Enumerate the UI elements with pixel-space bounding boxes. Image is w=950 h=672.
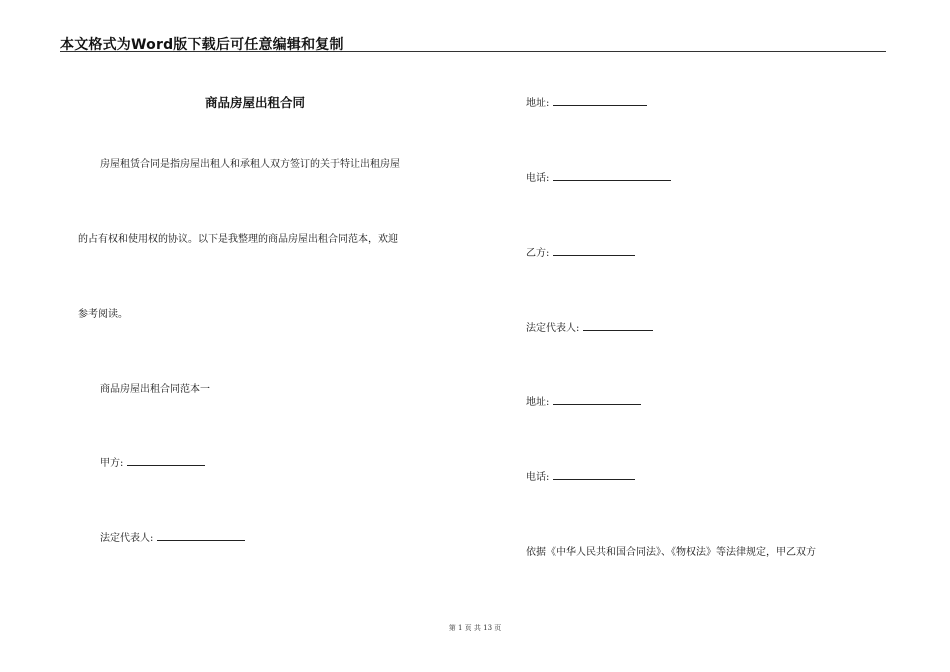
legal-rep-label: 法定代表人: <box>100 533 154 544</box>
legal-rep-2-label: 法定代表人: <box>526 323 580 334</box>
intro-line-1: 房屋租赁合同是指房屋出租人和承租人双方签订的关于特让出租房屋 <box>100 159 400 170</box>
phone-1-label: 电话: <box>526 173 550 184</box>
document-title: 商品房屋出租合同 <box>205 95 306 110</box>
footer-suffix: 页 <box>494 624 502 632</box>
address-2-line <box>526 393 641 408</box>
page-header-text: 本文格式为Word版下载后可任意编辑和复制 <box>60 37 344 53</box>
legal-rep-2-line <box>526 319 653 334</box>
phone-1-blank <box>553 170 671 181</box>
party-b-line <box>526 244 635 259</box>
legal-basis-line: 依据《中华人民共和国合同法》、《物权法》等法律规定，甲乙双方 <box>526 547 816 558</box>
address-1-line <box>526 94 647 109</box>
footer-total-pages: 13 <box>483 624 493 632</box>
party-a-blank <box>127 455 205 466</box>
footer-mid: 页 共 <box>464 624 481 632</box>
party-b-blank <box>553 245 635 256</box>
party-a-label: 甲方: <box>100 458 124 469</box>
address-1-label: 地址: <box>526 98 550 109</box>
legal-rep-2-blank <box>583 320 653 331</box>
party-b-label: 乙方: <box>526 248 550 259</box>
page-footer <box>0 623 950 633</box>
phone-2-line <box>526 468 635 483</box>
intro-line-2: 的占有权和使用权的协议。以下是我整理的商品房屋出租合同范本，欢迎 <box>78 234 398 245</box>
phone-2-blank <box>553 469 635 480</box>
footer-prefix: 第 <box>448 624 456 632</box>
header-rule <box>60 51 886 52</box>
footer-page-number: 1 <box>457 624 463 632</box>
address-2-label: 地址: <box>526 397 550 408</box>
phone-1-line <box>526 169 671 184</box>
legal-rep-line <box>100 529 245 544</box>
party-a-line <box>100 454 205 469</box>
address-2-blank <box>553 394 641 405</box>
intro-line-3: 参考阅读。 <box>78 309 128 320</box>
address-1-blank <box>553 95 647 106</box>
legal-rep-blank <box>157 530 245 541</box>
phone-2-label: 电话: <box>526 472 550 483</box>
sample-heading: 商品房屋出租合同范本一 <box>100 384 210 395</box>
